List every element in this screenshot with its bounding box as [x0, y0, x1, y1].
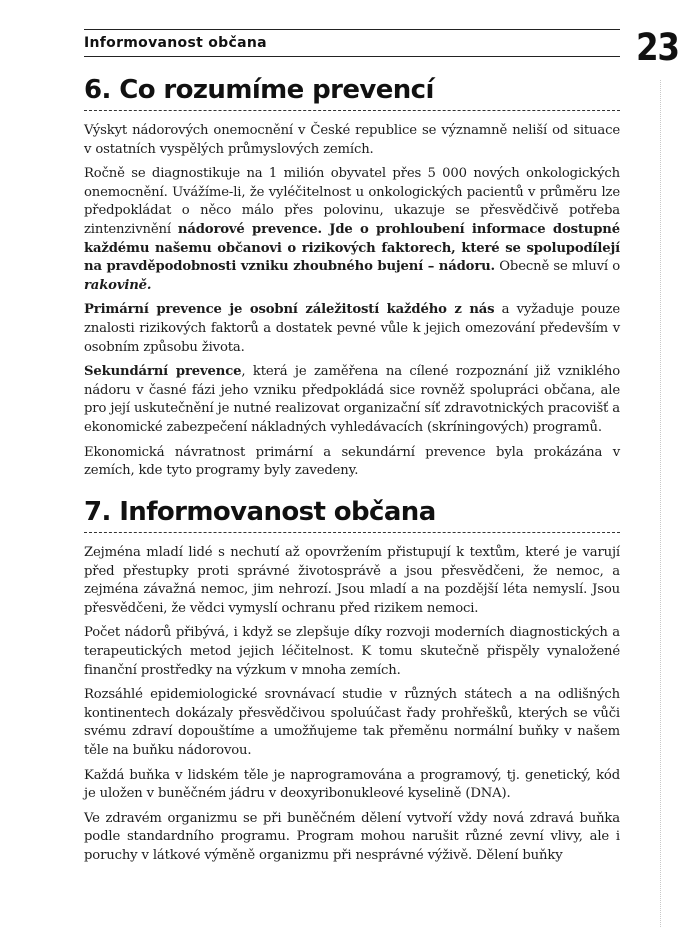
section-body	[84, 544, 620, 866]
paragraph: Ve zdravém organizmu se při buněčném dělení vytvoří vždy nová zdravá buňka podle standardního programu. Program mohou narušit různé zevní vlivy, ale i poruchy v látkové výměně organizmu při nesprávné výživě. Dělení buňky	[84, 810, 620, 863]
bold-emphasis: nádorové prevence. Jde o prohloubení informace dostupné každému našemu občanovi o rizikových faktorech, které se spolupodílejí na pravděpodobnosti vzniku zhoubného bujení – nádoru.	[84, 221, 620, 275]
page-number: 23	[636, 26, 679, 69]
paragraph: Počet nádorů přibývá, i když se zlepšuje díky rozvoji moderních diagnostických a terapeutických metod jejich léčitelnost. K tomu skutečně přispěly vynaložené finanční prostředky na výzkum v mnoha zemích.	[84, 625, 620, 678]
bold-emphasis: Sekundární prevence	[84, 364, 242, 380]
section-prevention	[84, 74, 620, 487]
paragraph: Každá buňka v lidském těle je naprogramována a programový, tj. genetický, kód je uložen v buněčném jádru v deoxyribonukleové kyselině (DNA).	[84, 767, 620, 802]
section-citizen-awareness	[84, 496, 620, 872]
paragraph: Ročně se diagnostikuje na 1 milión obyvatel přes 5 000 nových onkologických onemocnění. Uvážíme-li, že vyléčitelnost u onkologických pacientů v průměru lze předpokládat o něco málo přes polovinu, ukazuje se přesvědčivě potřeba zintenzivnění nádorové prevence. Jde o prohloubení informace dostupné každému našemu občanovi o rizikových faktorech, které se spolupodílejí na pravděpodobnosti vzniku zhoubného bujení – nádoru. Obecně se mluví o rakovině.	[84, 166, 620, 293]
paragraph: Zejména mladí lidé s nechutí až opovržením přistupují k textům, které je varují před přestupky proti správné životosprávě a jsou přesvědčeni, že nemoc, a zejména závažná nemoc, jim nehrozí. Jsou mladí a na pozdější léta nemyslí. Jsou přesvědčeni, že vědci vymyslí ochranu před rizikem nemoci.	[84, 545, 620, 616]
section-heading: 6. Co rozumíme prevencí	[84, 74, 620, 111]
paragraph: Výskyt nádorových onemocnění v České republice se významně neliší od situace v ostatních vyspělých průmyslových zemích.	[84, 123, 620, 157]
section-heading: 7. Informovanost občana	[84, 496, 620, 533]
section-body	[84, 122, 620, 481]
margin-dotted-rule	[660, 80, 661, 927]
paragraph: Rozsáhlé epidemiologické srovnávací studie v různých státech a na odlišných kontinentech dokázaly přesvědčivou spoluúčast řady prohřešků, kterých se vůči svému zdraví dopouštíme a umožňujeme tak přeměnu normální buňky v našem těle na buňku nádorovou.	[84, 687, 620, 758]
paragraph: Primární prevence je osobní záležitostí každého z nás a vyžaduje pouze znalosti rizikových faktorů a dostatek pevné vůle k jejich omezování především v osobním způsobu života.	[84, 302, 621, 355]
bold-emphasis: Primární prevence je osobní záležitostí každého z nás	[84, 302, 495, 318]
paragraph: Ekonomická návratnost primární a sekundární prevence byla prokázána v zemích, kde tyto programy byly zavedeny.	[84, 444, 620, 479]
paragraph: Sekundární prevence, která je zaměřena na cílené rozpoznání již vzniklého nádoru v časné fázi jeho vzniku předpokládá sice rovněž spolupráci občana, ale pro její uskutečnění je nutné realizovat organizační síť zdravotnických pracovišť a ekonomické zabezpečení nákladných vyhledávacích (skríningových) programů.	[84, 364, 620, 435]
italic-emphasis: rakovině.	[84, 277, 152, 293]
running-header	[84, 29, 620, 57]
running-header-title: Informovanost občana	[84, 35, 267, 51]
